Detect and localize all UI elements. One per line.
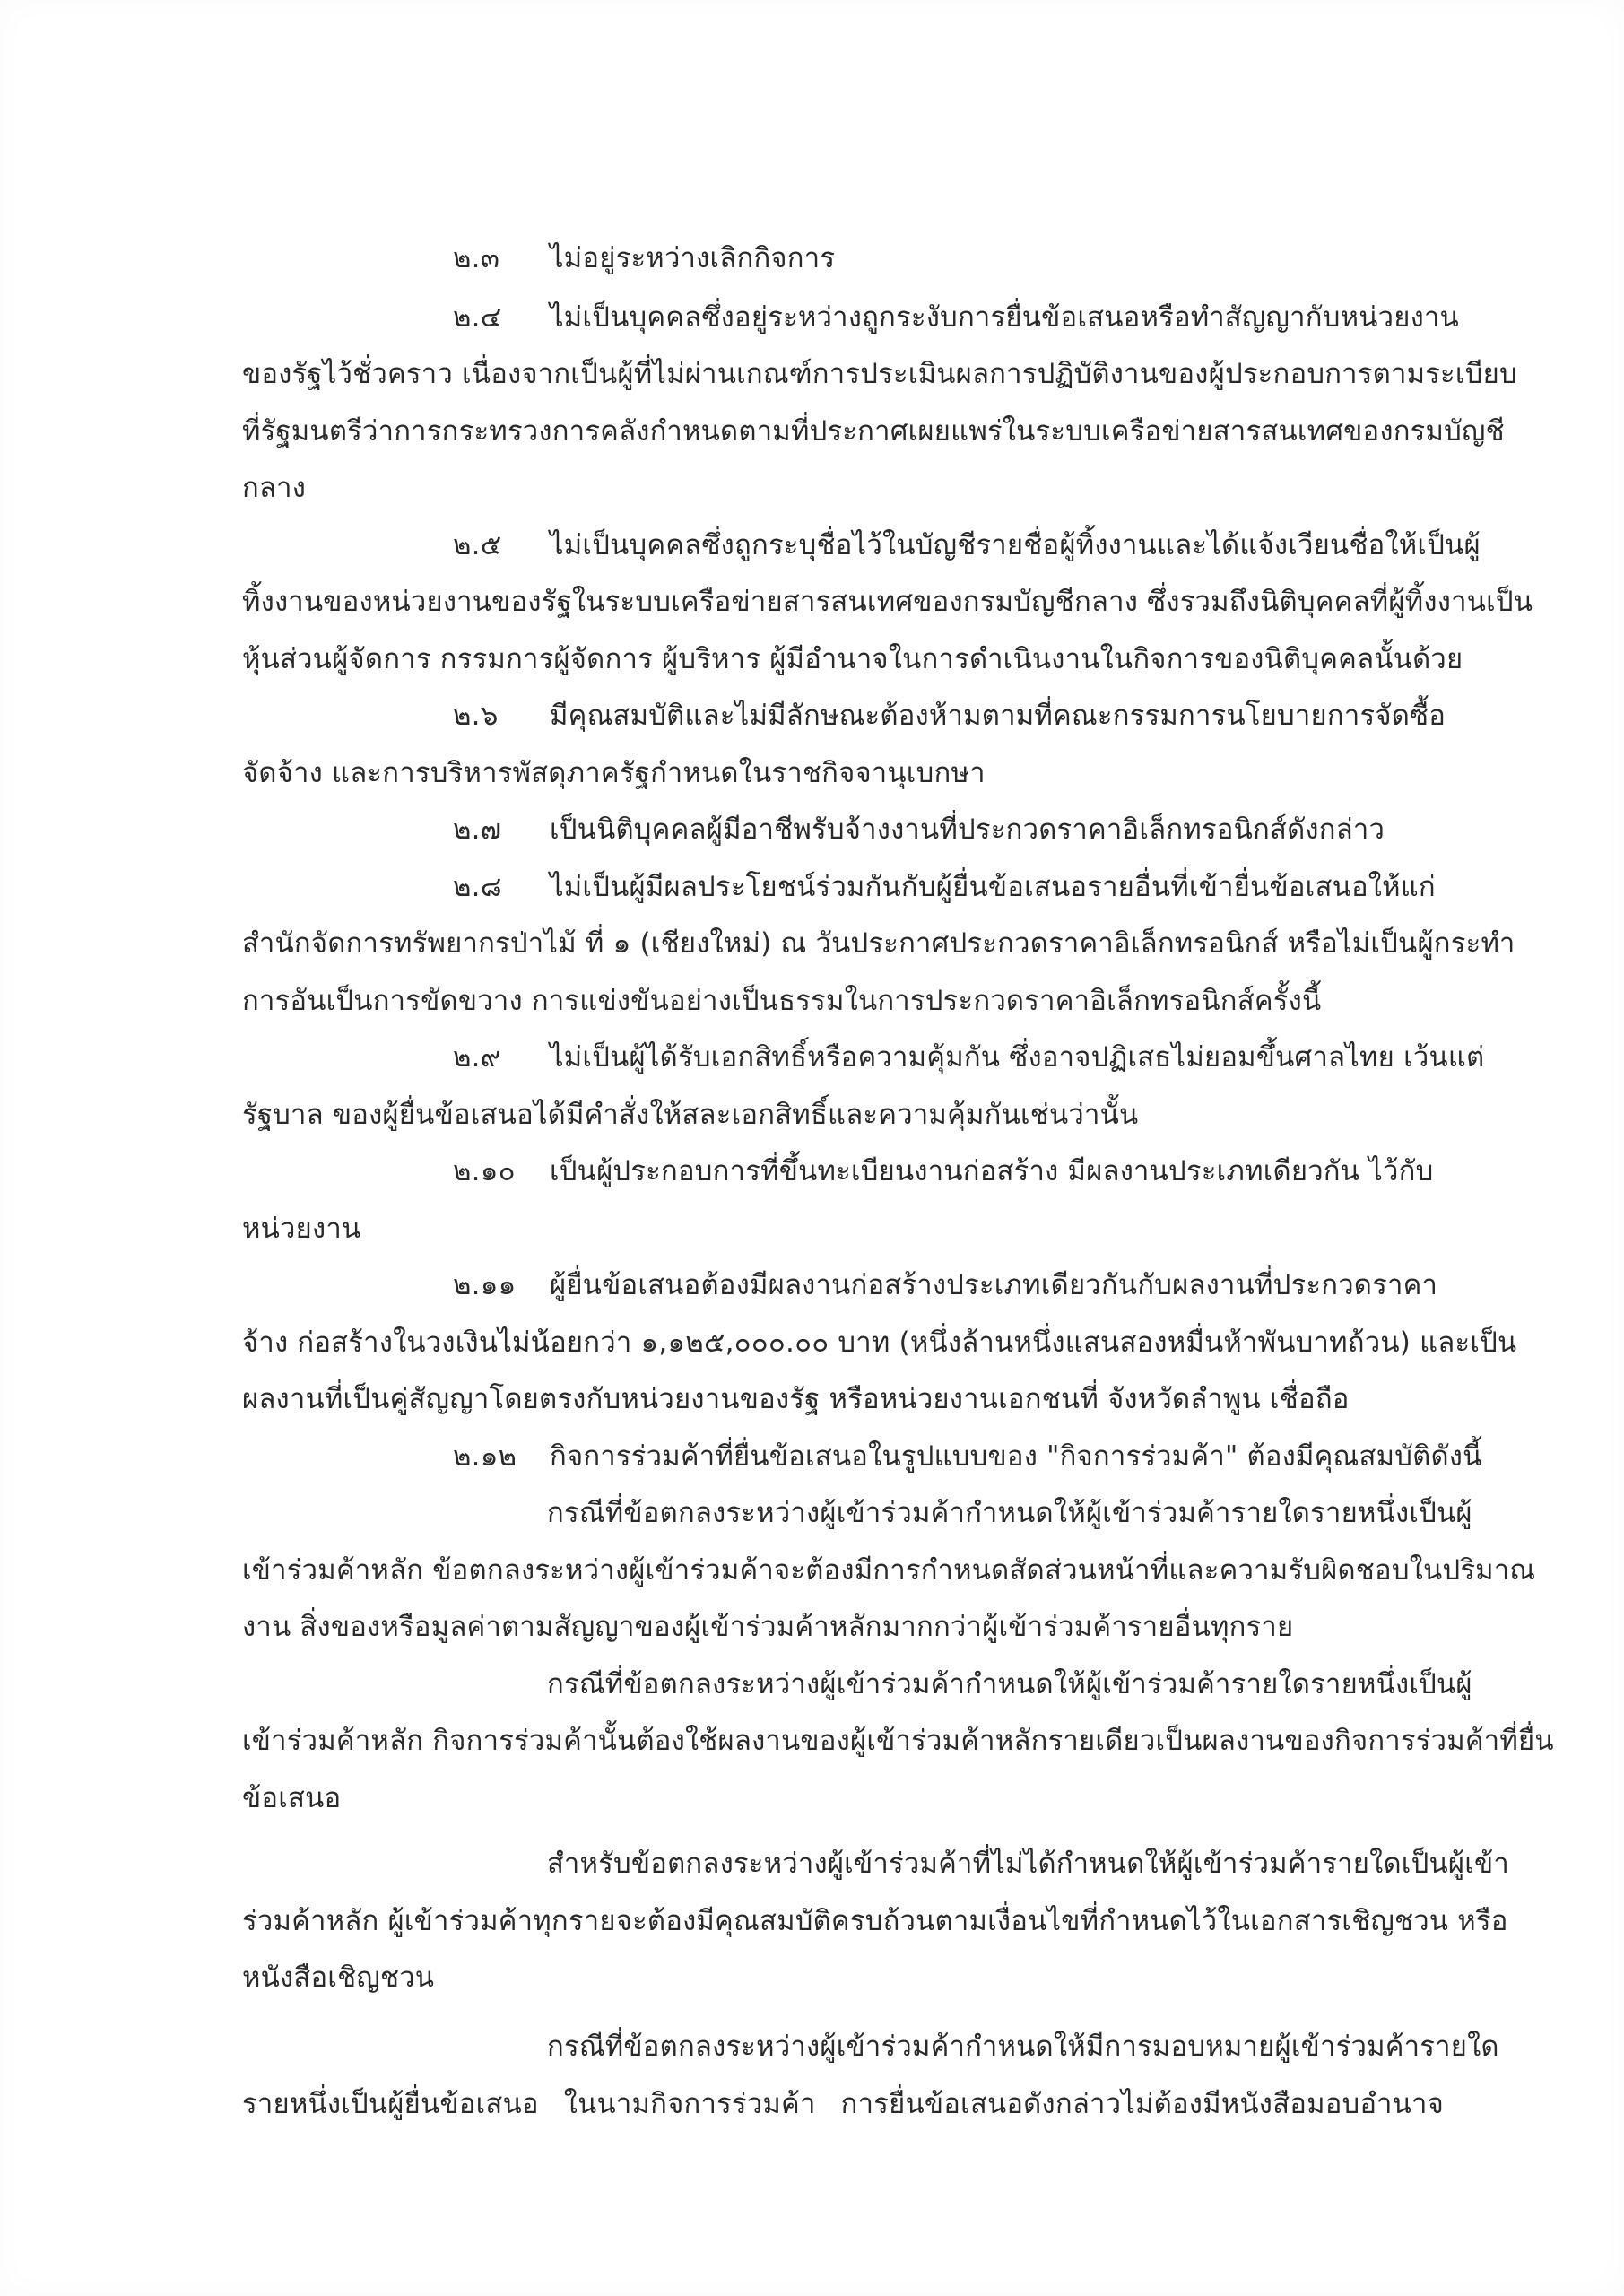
clause-text: ไม่เป็นบุคคลซึ่งอยู่ระหว่างถูกระงับการยื่นข้อเสนอหรือทำสัญญากับหน่วยงาน	[550, 301, 1459, 334]
text-line: รัฐบาล ของผู้ยื่นข้อเสนอได้มีคำสั่งให้สละเอกสิทธิ์และความคุ้มกันเช่นว่านั้น	[242, 1099, 1139, 1131]
clause-number: ๒.๕	[453, 529, 502, 561]
clause-2-5	[453, 527, 1481, 563]
clause-text: ไม่เป็นบุคคลซึ่งถูกระบุชื่อไว้ในบัญชีรายชื่อผู้ทิ้งงานและได้แจ้งเวียนชื่อให้เป็นผู้	[550, 529, 1481, 561]
clause-number: ๒.๑๑	[453, 1269, 517, 1301]
clause-2-10	[453, 1153, 1433, 1189]
text-line: สำหรับข้อตกลงระหว่างผู้เข้าร่วมค้าที่ไม่ได้กำหนดให้ผู้เข้าร่วมค้ารายใดเป็นผู้เข้า	[547, 1848, 1510, 1880]
text-line: สำนักจัดการทรัพยากรป่าไม้ ที่ ๑ (เชียงใหม่) ณ วันประกาศประกวดราคาอิเล็กทรอนิกส์ หรือไม่เป็นผู้กระทำ	[242, 927, 1515, 960]
text-line: งาน สิ่งของหรือมูลค่าตามสัญญาของผู้เข้าร่วมค้าหลักมากกว่าผู้เข้าร่วมค้ารายอื่นทุกราย	[242, 1611, 1294, 1643]
clause-text: ไม่เป็นผู้มีผลประโยชน์ร่วมกันกับผู้ยื่นข้อเสนอรายอื่นที่เข้ายื่นข้อเสนอให้แก่	[550, 871, 1436, 903]
clause-number: ๒.๖	[453, 700, 499, 732]
clause-text: กิจการร่วมค้าที่ยื่นข้อเสนอในรูปแบบของ "กิจการร่วมค้า" ต้องมีคุณสมบัติดังนี้	[550, 1440, 1482, 1473]
clause-number: ๒.๑๐	[453, 1155, 516, 1187]
text-line: ที่รัฐมนตรีว่าการกระทรวงการคลังกำหนดตามที่ประกาศเผยแพร่ในระบบเครือข่ายสารสนเทศของกรมบัญชี	[242, 415, 1505, 448]
clause-2-9	[453, 1039, 1485, 1075]
clause-number: ๒.๓	[453, 242, 500, 274]
text-line: รายหนึ่งเป็นผู้ยื่นข้อเสนอ ในนามกิจการร่วมค้า การยื่นข้อเสนอดังกล่าวไม่ต้องมีหนังสือมอบอำนาจ	[242, 2088, 1444, 2120]
clause-2-11	[453, 1267, 1444, 1303]
text-line: กลาง	[242, 472, 307, 504]
clause-text: เป็นนิติบุคคลผู้มีอาชีพรับจ้างงานที่ประกวดราคาอิเล็กทรอนิกส์ดังกล่าว	[550, 813, 1385, 846]
clause-text: ไม่เป็นผู้ได้รับเอกสิทธิ์หรือความคุ้มกัน ซึ่งอาจปฏิเสธไม่ยอมขึ้นศาลไทย เว้นแต่	[550, 1041, 1485, 1074]
text-line: การอันเป็นการขัดขวาง การแข่งขันอย่างเป็นธรรมในการประกวดราคาอิเล็กทรอนิกส์ครั้งนี้	[242, 985, 1322, 1017]
clause-2-6	[453, 698, 1444, 734]
text-line: ร่วมค้าหลัก ผู้เข้าร่วมค้าทุกรายจะต้องมีคุณสมบัติครบถ้วนตามเงื่อนไขที่กำหนดไว้ในเอกสารเชิญชวน หรือ	[242, 1905, 1508, 1937]
text-line: ข้อเสนอ	[242, 1782, 342, 1814]
text-line: กรณีที่ข้อตกลงระหว่างผู้เข้าร่วมค้ากำหนดให้ผู้เข้าร่วมค้ารายใดรายหนึ่งเป็นผู้	[547, 1497, 1472, 1529]
text-line: เข้าร่วมค้าหลัก กิจการร่วมค้านั้นต้องใช้ผลงานของผู้เข้าร่วมค้าหลักรายเดียวเป็นผลงานของกิจการร่วมค้าที่ยื่น	[242, 1725, 1554, 1757]
clause-2-12	[453, 1439, 1482, 1474]
text-line: กรณีที่ข้อตกลงระหว่างผู้เข้าร่วมค้ากำหนดให้ผู้เข้าร่วมค้ารายใดรายหนึ่งเป็นผู้	[547, 1668, 1472, 1700]
clause-number: ๒.๑๒	[453, 1440, 517, 1473]
text-line: จัดจ้าง และการบริหารพัสดุภาครัฐกำหนดในราชกิจจานุเบกษา	[242, 757, 986, 789]
text-line: ผลงานที่เป็นคู่สัญญาโดยตรงกับหน่วยงานของรัฐ หรือหน่วยงานเอกชนที่ จังหวัดลำพูน เชื่อถือ	[242, 1383, 1350, 1415]
text-line: จ้าง ก่อสร้างในวงเงินไม่น้อยกว่า ๑,๑๒๕,๐๐๐.๐๐ บาท (หนึ่งล้านหนึ่งแสนสองหมื่นห้าพันบาทถ้วน) และเป็น	[242, 1326, 1517, 1359]
clause-text: มีคุณสมบัติและไม่มีลักษณะต้องห้ามตามที่คณะกรรมการนโยบายการจัดซื้อ	[550, 700, 1446, 732]
text-line: หุ้นส่วนผู้จัดการ กรรมการผู้จัดการ ผู้บริหาร ผู้มีอำนาจในการดำเนินงานในกิจการของนิติบุคคลนั้นด้วย	[242, 643, 1463, 675]
clause-2-8	[453, 869, 1444, 905]
clause-text: ผู้ยื่นข้อเสนอต้องมีผลงานก่อสร้างประเภทเดียวกันกับผลงานที่ประกวดราคา	[550, 1269, 1438, 1301]
clause-number: ๒.๘	[453, 871, 502, 903]
clause-number: ๒.๗	[453, 813, 502, 846]
clause-2-4	[453, 300, 1459, 335]
clause-2-3	[453, 240, 835, 276]
text-line: ทิ้งงานของหน่วยงานของรัฐในระบบเครือข่ายสารสนเทศของกรมบัญชีกลาง ซึ่งรวมถึงนิติบุคคลที่ผู้ทิ้งงานเป็น	[242, 586, 1533, 618]
clause-number: ๒.๙	[453, 1041, 501, 1074]
text-line: หน่วยงาน	[242, 1213, 361, 1245]
text-line: ของรัฐไว้ชั่วคราว เนื่องจากเป็นผู้ที่ไม่ผ่านเกณฑ์การประเมินผลการปฏิบัติงานของผู้ประกอบการตามระเบียบ	[242, 358, 1517, 390]
text-line: กรณีที่ข้อตกลงระหว่างผู้เข้าร่วมค้ากำหนดให้มีการมอบหมายผู้เข้าร่วมค้ารายใด	[547, 2031, 1499, 2063]
clause-number: ๒.๔	[453, 301, 502, 334]
clause-text: ไม่อยู่ระหว่างเลิกกิจการ	[550, 242, 836, 274]
text-line: เข้าร่วมค้าหลัก ข้อตกลงระหว่างผู้เข้าร่วมค้าจะต้องมีการกำหนดสัดส่วนหน้าที่และความรับผิดชอบในปริมาณ	[242, 1554, 1536, 1587]
clause-2-7	[453, 812, 1385, 848]
text-line: หนังสือเชิญชวน	[242, 1961, 435, 1994]
clause-text: เป็นผู้ประกอบการที่ขึ้นทะเบียนงานก่อสร้าง มีผลงานประเภทเดียวกัน ไว้กับ	[550, 1155, 1434, 1187]
